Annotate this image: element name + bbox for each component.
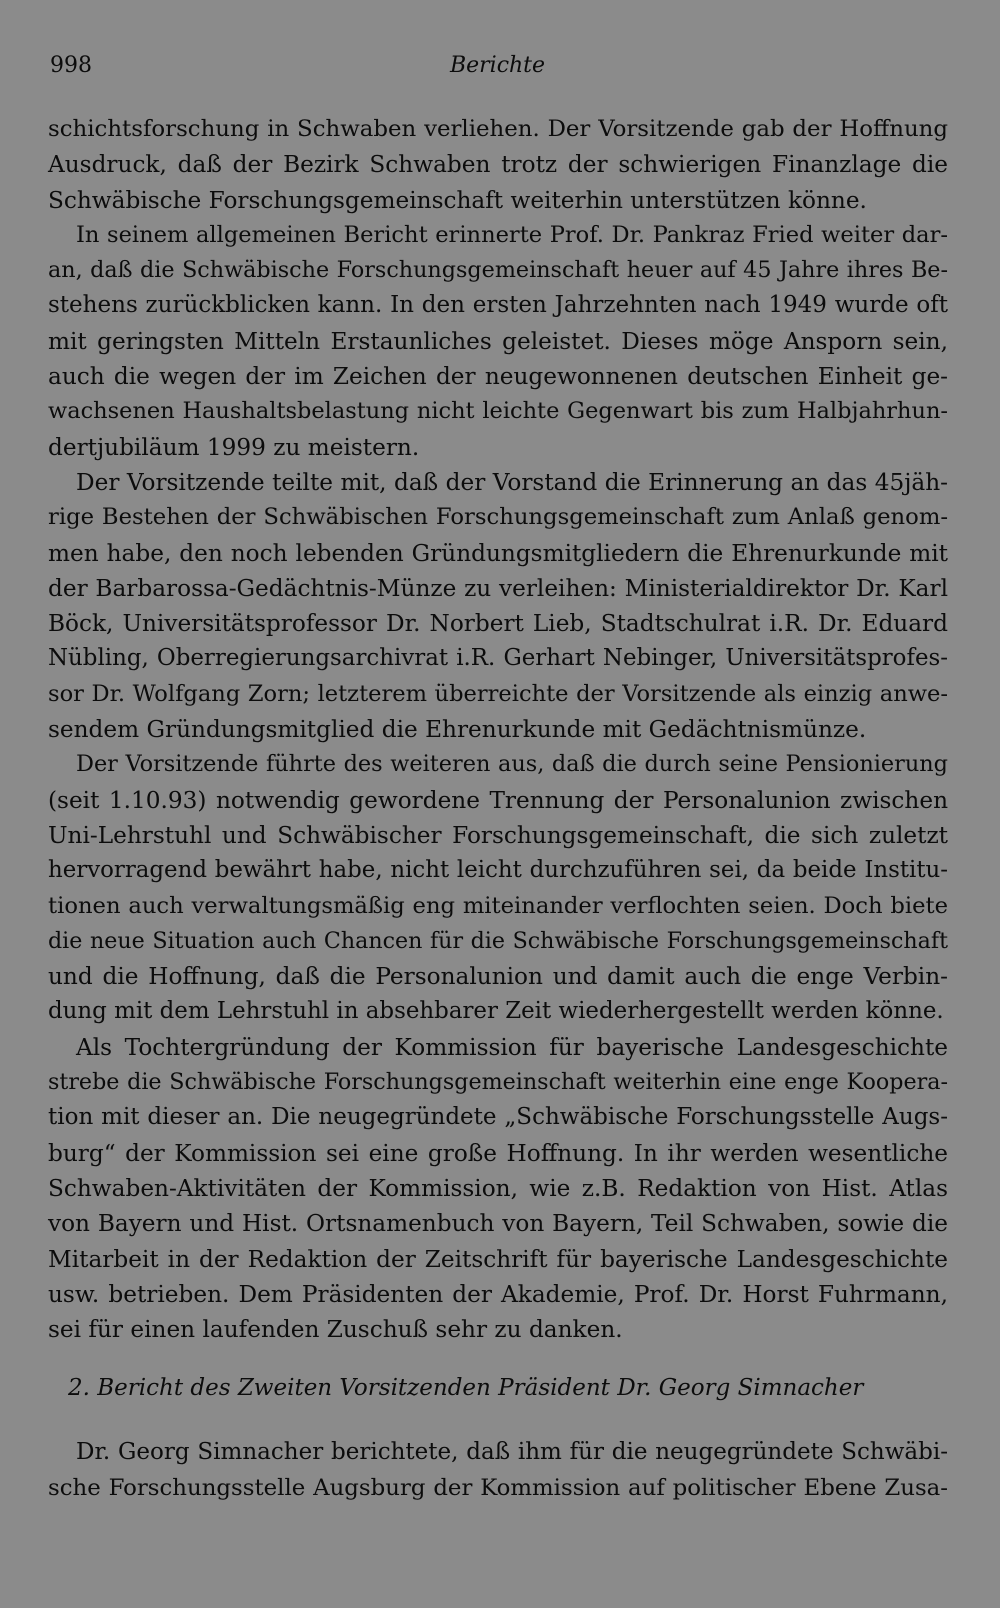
text-line: sche Forschungsstelle Augsburg der Kommission auf politischer Ebene Zusa- <box>48 1474 948 1501</box>
text-line: Als Tochtergründung der Kommission für bayerische Landesgeschichte <box>76 1033 948 1061</box>
text-line: und die Hoffnung, daß die Personalunion und damit auch die enge Verbin- <box>48 963 948 991</box>
paragraph <box>48 218 948 465</box>
text-line: die neue Situation auch Chancen für die Schwäbische Forschungsgemeinschaft <box>48 927 948 954</box>
text-line: In seinem allgemeinen Bericht erinnerte Prof. Dr. Pankraz Fried weiter dar- <box>76 221 948 248</box>
text-line: Uni-Lehrstuhl und Schwäbischer Forschungsgemeinschaft, die sich zuletzt <box>48 821 948 849</box>
paragraph <box>48 465 948 747</box>
text-line: Der Vorsitzende führte des weiteren aus, daß die durch seine Pensionierung <box>76 751 948 778</box>
text-line: Mitarbeit in der Redaktion der Zeitschrift für bayerische Landesgeschichte <box>48 1245 948 1273</box>
text-line: Ausdruck, daß der Bezirk Schwaben trotz der schwierigen Finanzlage die <box>48 151 948 179</box>
paragraph <box>48 1435 948 1506</box>
text-line: burg“ der Kommission sei eine große Hoffnung. In ihr werden wesentliche <box>48 1139 948 1167</box>
text-line: tion mit dieser an. Die neugegründete „Schwäbische Forschungsstelle Augs- <box>48 1104 948 1131</box>
paragraph <box>48 747 948 1029</box>
text-line: mit geringsten Mitteln Erstaunliches geleistet. Dieses möge Ansporn sein, <box>48 327 948 355</box>
text-line: von Bayern und Hist. Ortsnamenbuch von Bayern, Teil Schwaben, sowie die <box>48 1210 948 1238</box>
text-line: Schwaben-Aktivitäten der Kommission, wie z.B. Redaktion von Hist. Atlas <box>48 1174 948 1202</box>
page-header <box>50 46 945 86</box>
text-line: men habe, den noch lebenden Gründungsmitgliedern die Ehrenurkunde mit <box>48 539 948 567</box>
text-line: rige Bestehen der Schwäbischen Forschungsgemeinschaft zum Anlaß genom- <box>48 504 948 531</box>
text-line: hervorragend bewährt habe, nicht leicht durchzuführen sei, da beide Institu- <box>48 857 948 884</box>
text-line: der Barbarossa-Gedächtnis-Münze zu verleihen: Ministerialdirektor Dr. Karl <box>48 574 948 602</box>
text-line: an, daß die Schwäbische Forschungsgemeinschaft heuer auf 45 Jahre ihres Be- <box>48 257 948 284</box>
text-line: (seit 1.10.93) notwendig gewordene Trennung der Personalunion zwischen <box>48 786 948 814</box>
text-line: dung mit dem Lehrstuhl in absehbarer Zeit wiederhergestellt werden könne. <box>48 998 944 1025</box>
text-line: Dr. Georg Simnacher berichtete, daß ihm für die neugegründete Schwäbi- <box>76 1439 948 1466</box>
paragraph <box>48 112 948 218</box>
text-line: Der Vorsitzende teilte mit, daß der Vorstand die Erinnerung an das 45jäh- <box>76 468 948 496</box>
text-line: auch die wegen der im Zeichen der neugewonnenen deutschen Einheit ge- <box>48 363 948 391</box>
text-line: usw. betrieben. Dem Präsidenten der Akademie, Prof. Dr. Horst Fuhrmann, <box>48 1280 948 1308</box>
body-text <box>48 112 948 1506</box>
text-line: Schwäbische Forschungsgemeinschaft weiterhin unterstützen könne. <box>48 186 867 214</box>
text-line: dertjubiläum 1999 zu meistern. <box>48 433 420 461</box>
text-line: sei für einen laufenden Zuschuß sehr zu danken. <box>48 1316 623 1344</box>
text-line: sendem Gründungsmitglied die Ehrenurkunde mit Gedächtnismünze. <box>48 716 867 744</box>
page-number: 998 <box>50 53 92 78</box>
text-line: sor Dr. Wolfgang Zorn; letzterem überreichte der Vorsitzende als einzig anwe- <box>48 680 948 707</box>
text-line: wachsenen Haushaltsbelastung nicht leichte Gegenwart bis zum Halbjahrhun- <box>48 398 948 425</box>
running-head: Berichte <box>449 53 546 78</box>
text-line: Nübling, Oberregierungsarchivrat i.R. Gerhart Nebinger, Universitätsprofes- <box>48 645 948 672</box>
text-line: Böck, Universitätsprofessor Dr. Norbert Lieb, Stadtschulrat i.R. Dr. Eduard <box>48 610 948 638</box>
text-line: schichtsforschung in Schwaben verliehen. Der Vorsitzende gab der Hoffnung <box>48 116 948 142</box>
text-line: tionen auch verwaltungsmäßig eng miteinander verflochten seien. Doch biete <box>48 892 948 919</box>
section-heading: 2. Bericht des Zweiten Vorsitzenden Präsident Dr. Georg Simnacher <box>68 1375 864 1402</box>
text-line: stehens zurückblicken kann. In den ersten Jahrzehnten nach 1949 wurde oft <box>48 292 948 319</box>
text-line: strebe die Schwäbische Forschungsgemeinschaft weiterhin eine enge Koopera- <box>48 1069 948 1096</box>
paragraph <box>48 1030 948 1348</box>
